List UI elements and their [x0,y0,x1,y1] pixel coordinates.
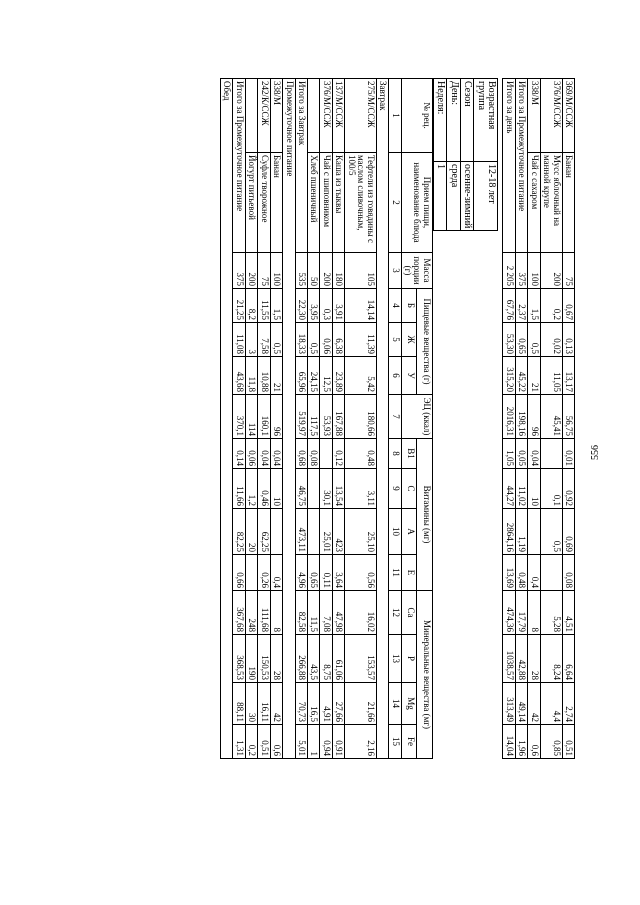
value-b: 8,2 [245,289,257,323]
value-mg: 42 [528,683,540,725]
value-b1 [540,439,562,469]
header-fe: Fe [401,725,417,759]
total-c: 46,75 [295,469,307,509]
total-mg: 70,73 [295,683,307,725]
total-fe: 1,31 [233,725,245,759]
total-zh: 0,65 [515,323,527,357]
value-p: 28 [528,635,540,683]
table-row [308,79,320,759]
value-u: 23,89 [332,357,344,395]
value-mass: 200 [245,253,257,289]
value-mass: 100 [528,253,540,289]
value-e: 0,4 [528,555,540,591]
snack-section-title-label: Промежуточное питание [283,79,295,759]
value-e: 3,64 [332,555,344,591]
value-b1: 0,04 [528,439,540,469]
value-p: 8,75 [320,635,332,683]
total-c: 44,27 [503,469,515,509]
value-fe: 0,2 [245,725,257,759]
value-p: 8,24 [540,635,562,683]
value-p: 153,57 [345,635,376,683]
value-e: 0,65 [308,555,320,591]
value-zh: 0,02 [540,323,562,357]
recipe-number: 338/М [270,79,282,153]
value-ca: 8 [270,591,282,635]
total-p: 42,88 [515,635,527,683]
recipe-number: 338/М [528,79,540,153]
value-fe: 0,51 [562,725,574,759]
week-label: Неделя: [433,79,447,162]
total-label: Итого за Промежуточное питание [515,79,527,253]
total-row [233,79,245,759]
value-u: 10,88 [258,357,270,395]
total-a: 473,11 [295,509,307,555]
header-c: C [401,469,417,509]
top-continuation-table [502,78,575,759]
total-c: 11,66 [233,469,245,509]
total-zh: 18,33 [295,323,307,357]
value-ca: 47,98 [332,591,344,635]
value-a: 20 [245,509,257,555]
table-row [245,79,257,759]
column-number: 15 [389,725,401,759]
value-u: 12,5 [320,357,332,395]
dish-name: Чай с шиповником [320,153,332,253]
header-e: E [401,555,417,591]
value-mass: 50 [308,253,320,289]
value-mg: 4,91 [320,683,332,725]
info-block [433,78,499,231]
header-b1: B1 [401,439,417,469]
total-a: 82,25 [233,509,245,555]
value-b: 3,95 [308,289,320,323]
value-ca: 5,28 [540,591,562,635]
table-row [258,79,270,759]
value-fe: 0,85 [540,725,562,759]
total-b: 67,76 [503,289,515,323]
total-e: 13,69 [503,555,515,591]
week-value: 1 [433,162,447,231]
value-mass: 100 [270,253,282,289]
value-ca: 4,51 [562,591,574,635]
value-b1: 0,04 [258,439,270,469]
total-ca: 474,36 [503,591,515,635]
header-vitamins: Витамины (мг) [417,439,433,591]
value-p: 61,06 [332,635,344,683]
total-b1: 1,05 [503,439,515,469]
value-fe: 0,51 [258,725,270,759]
value-b: 0,2 [540,289,562,323]
value-b: 1,5 [528,289,540,323]
value-a [528,509,540,555]
dish-name: Йогурт питьевой [245,153,257,253]
breakfast-section-title [376,79,388,759]
header-mass: Масса порции (г) [401,253,432,289]
dish-name: Каша из тыквы [332,153,344,253]
column-number: 11 [389,555,401,591]
value-p: 28 [270,635,282,683]
value-fe: 0,94 [320,725,332,759]
total-ec: 198,16 [515,395,527,439]
total-b: 21,25 [233,289,245,323]
header-protein: Б [401,289,417,323]
total-row [295,79,307,759]
value-e [540,555,562,591]
rotated-page-content [85,78,575,888]
recipe-number: 275/М/ССЖ [345,79,376,153]
header-nutrients: Пищевые вещества (г) [417,289,433,395]
total-b1: 0,14 [233,439,245,469]
page-number: 556 [590,445,601,460]
header-minerals: Минеральные вещества (мг) [417,591,433,759]
value-zh: 0,5 [270,323,282,357]
value-p: 43,5 [308,635,320,683]
total-c: 11,02 [515,469,527,509]
total-row [503,79,515,759]
value-zh: 11,39 [345,323,376,357]
value-u: 11,05 [540,357,562,395]
total-fe: 14,04 [503,725,515,759]
value-mass: 105 [345,253,376,289]
value-c: 0,46 [258,469,270,509]
header-carbs: У [401,357,417,395]
dish-name: Хлеб пшеничный [308,153,320,253]
column-number: 14 [389,683,401,725]
value-u: 24,15 [308,357,320,395]
dish-name: Банан [270,153,282,253]
column-number: 10 [389,509,401,555]
value-fe: 2,16 [345,725,376,759]
season-value: осенне-зимний [460,162,474,231]
table-row [562,79,574,759]
value-b1: 0,12 [332,439,344,469]
value-c [308,469,320,509]
recipe-number [308,79,320,153]
total-u: 315,20 [503,357,515,395]
lunch-section-title-label: Обед [221,79,233,759]
value-mg: 42 [270,683,282,725]
recipe-number: 376/М/ССЖ [320,79,332,153]
total-mg: 313,49 [503,683,515,725]
total-row [515,79,527,759]
value-mass: 180 [332,253,344,289]
value-zh: 6,38 [332,323,344,357]
total-e: 0,48 [515,555,527,591]
value-mass: 75 [258,253,270,289]
value-ec: 167,88 [332,395,344,439]
total-e: 0,66 [233,555,245,591]
total-u: 45,22 [515,357,527,395]
value-a: 0,69 [562,509,574,555]
column-number: 5 [389,323,401,357]
total-label: Итого за Промежуточное питание [233,79,245,253]
value-mg: 30 [245,683,257,725]
value-fe: 0,6 [528,725,540,759]
total-label: Итого за день [503,79,515,253]
header-rec: № рец. [401,79,432,153]
recipe-number: 137/М/ССЖ [332,79,344,153]
column-number: 1 [389,79,401,153]
value-b: 0,67 [562,289,574,323]
value-a: 423 [332,509,344,555]
table-row [332,79,344,759]
column-number: 12 [389,591,401,635]
value-ec: 45,41 [540,395,562,439]
value-e [245,555,257,591]
column-number: 8 [389,439,401,469]
value-e: 0,08 [562,555,574,591]
value-mass: 75 [562,253,574,289]
total-mass: 375 [233,253,245,289]
total-ec: 2016,31 [503,395,515,439]
header-p: P [401,635,417,683]
value-b: 11,55 [258,289,270,323]
recipe-number: 369/М/ССЖ [562,79,574,153]
table-row [320,79,332,759]
day-value: среда [447,162,461,231]
value-ec: 56,75 [562,395,574,439]
total-p: 1038,57 [503,635,515,683]
dish-name: Суфле творожное [258,153,270,253]
header-ca: Ca [401,591,417,635]
total-mg: 49,14 [515,683,527,725]
value-a: 0,5 [540,509,562,555]
value-ca: 16,02 [345,591,376,635]
value-ca: 7,08 [320,591,332,635]
value-ec: 160,1 [258,395,270,439]
value-a [308,509,320,555]
value-ec: 117,5 [308,395,320,439]
value-ca: 11,5 [308,591,320,635]
value-fe: 0,6 [270,725,282,759]
table-row [345,79,376,759]
value-ec: 96 [270,395,282,439]
value-ca: 111,68 [258,591,270,635]
value-zh: 0,5 [308,323,320,357]
header-mg: Mg [401,683,417,725]
value-b1: 0,04 [270,439,282,469]
value-mg: 16,11 [258,683,270,725]
value-b1: 0,48 [345,439,376,469]
total-u: 65,96 [295,357,307,395]
header-name: Прием пищи, наименование блюда [401,153,432,253]
header-fat: Ж [401,323,417,357]
value-mg: 27,66 [332,683,344,725]
total-ca: 82,58 [295,591,307,635]
total-e: 4,96 [295,555,307,591]
dish-name: Чай с сахаром [528,153,540,253]
age-value: 12-18 лет [474,162,498,231]
total-fe: 1,96 [515,725,527,759]
value-u: 11,8 [245,357,257,395]
total-ec: 370,1 [233,395,245,439]
day-label: День: [447,79,461,162]
value-c: 1,2 [245,469,257,509]
value-b: 3,91 [332,289,344,323]
value-u: 13,17 [562,357,574,395]
value-u: 21 [528,357,540,395]
season-label: Сезон [460,79,474,162]
total-zh: 11,08 [233,323,245,357]
value-zh: 7,58 [258,323,270,357]
total-b: 2,37 [515,289,527,323]
value-b1: 0,08 [308,439,320,469]
total-u: 43,68 [233,357,245,395]
total-b1: 0,68 [295,439,307,469]
snack-section-title [283,79,295,759]
value-fe: 1 [308,725,320,759]
total-label: Итого за Завтрак [295,79,307,253]
column-number: 4 [389,289,401,323]
total-fe: 5,01 [295,725,307,759]
value-u: 21 [270,357,282,395]
value-p: 190 [245,635,257,683]
value-mass: 200 [320,253,332,289]
value-b1 [320,439,332,469]
total-ec: 519,97 [295,395,307,439]
total-mass: 375 [515,253,527,289]
value-p: 150,53 [258,635,270,683]
lunch-section-title [221,79,233,759]
total-b: 22,30 [295,289,307,323]
value-a: 25,01 [320,509,332,555]
value-ca: 248 [245,591,257,635]
value-ca: 8 [528,591,540,635]
column-number: 2 [389,153,401,253]
header-energy: ЭЦ (ккал) [401,395,432,439]
value-c: 0,92 [562,469,574,509]
column-number: 9 [389,469,401,509]
value-b1: 0,06 [245,439,257,469]
recipe-number: 242/К/ССЖ [258,79,270,153]
column-number: 7 [389,395,401,439]
value-a [270,509,282,555]
value-fe: 0,91 [332,725,344,759]
table-row [270,79,282,759]
total-b1: 0,05 [515,439,527,469]
value-ec: 180,66 [345,395,376,439]
value-e: 0,26 [258,555,270,591]
column-number: 6 [389,357,401,395]
value-ec: 53,93 [320,395,332,439]
total-mass: 2 205 [503,253,515,289]
total-a: 2864,16 [503,509,515,555]
value-c: 13,54 [332,469,344,509]
value-mg: 16,5 [308,683,320,725]
column-number: 3 [389,253,401,289]
total-a: 1,19 [515,509,527,555]
total-p: 368,53 [233,635,245,683]
dish-name: Тефтели из говядины с маслом сливочным, 100/5 [345,153,376,253]
total-mg: 88,11 [233,683,245,725]
value-b: 1,5 [270,289,282,323]
value-e: 0,56 [345,555,376,591]
total-zh: 53,30 [503,323,515,357]
column-number: 13 [389,635,401,683]
dish-name: Мусс яблочный на манной крупе [540,153,562,253]
value-c: 0,1 [540,469,562,509]
value-p: 6,64 [562,635,574,683]
value-u: 5,42 [345,357,376,395]
value-mass: 200 [540,253,562,289]
value-c: 30,1 [320,469,332,509]
value-ec: 96 [528,395,540,439]
total-mass: 535 [295,253,307,289]
value-b: 0,3 [320,289,332,323]
value-ec: 114 [245,395,257,439]
recipe-number [245,79,257,153]
total-ca: 17,79 [515,591,527,635]
value-e: 0,11 [320,555,332,591]
value-zh: 0,06 [320,323,332,357]
value-zh: 3 [245,323,257,357]
header-a: A [401,509,417,555]
value-c: 10 [270,469,282,509]
value-mg: 2,74 [562,683,574,725]
recipe-number: 376/М/ССЖ [540,79,562,153]
value-b: 14,14 [345,289,376,323]
value-c: 3,11 [345,469,376,509]
value-mg: 21,66 [345,683,376,725]
table-row [540,79,562,759]
value-a: 25,10 [345,509,376,555]
value-a: 62,25 [258,509,270,555]
breakfast-section-title-label: Завтрак [376,79,388,759]
total-ca: 367,68 [233,591,245,635]
age-label: Возрастная группа [474,79,498,162]
value-e: 0,4 [270,555,282,591]
value-mg: 4,4 [540,683,562,725]
value-zh: 0,13 [562,323,574,357]
value-zh: 0,5 [528,323,540,357]
value-c: 10 [528,469,540,509]
main-menu-table [220,78,433,759]
value-b1: 0,01 [562,439,574,469]
table-row [528,79,540,759]
dish-name: Банан [562,153,574,253]
total-p: 266,88 [295,635,307,683]
